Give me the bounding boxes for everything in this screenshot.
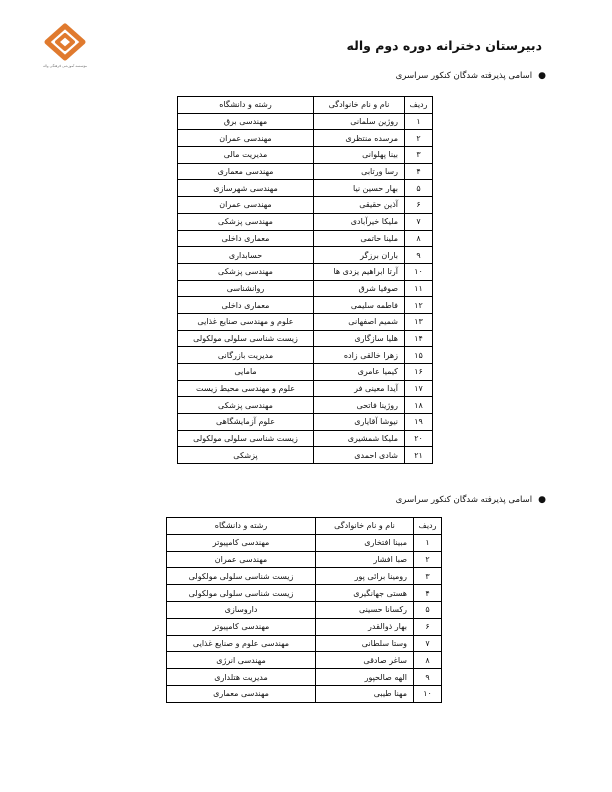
column-header-full-name: نام و نام خانوادگی	[314, 97, 405, 114]
row-number-cell: ۲	[414, 551, 442, 568]
field-university-cell: علوم آزمایشگاهی	[178, 414, 314, 431]
section-heading-text: اسامی پذیرفته شدگان کنکور سراسری	[395, 495, 533, 505]
row-number-cell: ۳	[405, 147, 433, 164]
student-name-cell: کیمیا عامری	[314, 364, 405, 381]
field-university-cell: روانشناسی	[178, 280, 314, 297]
section-heading-1	[396, 71, 546, 81]
row-number-cell: ۶	[405, 197, 433, 214]
student-name-cell: روژینا فاتحی	[314, 397, 405, 414]
student-name-cell: مهنا طیبی	[316, 685, 414, 702]
admitted-students-table-1	[177, 96, 433, 464]
field-university-cell: مامایی	[178, 364, 314, 381]
column-header-field-university: رشته و دانشگاه	[178, 97, 314, 114]
bullet-icon: ●	[538, 71, 546, 81]
student-name-cell: ملیکا شمشیری	[314, 430, 405, 447]
student-name-cell: بهار حسین نیا	[314, 180, 405, 197]
row-number-cell: ۶	[414, 618, 442, 635]
table-row	[178, 113, 433, 130]
field-university-cell: زیست شناسی سلولی مولکولی	[178, 430, 314, 447]
row-number-cell: ۱۵	[405, 347, 433, 364]
row-number-cell: ۱۳	[405, 313, 433, 330]
table-row	[167, 551, 442, 568]
student-name-cell: ملیکا خیرآبادی	[314, 213, 405, 230]
student-name-cell: رومینا برائی پور	[316, 568, 414, 585]
field-university-cell: علوم و مهندسی محیط زیست	[178, 380, 314, 397]
table-row	[167, 568, 442, 585]
field-university-cell: مهندسی علوم و صنایع غذایی	[167, 635, 316, 652]
row-number-cell: ۸	[414, 652, 442, 669]
student-name-cell: رکسانا حسینی	[316, 601, 414, 618]
field-university-cell: معماری داخلی	[178, 297, 314, 314]
field-university-cell: حسابداری	[178, 247, 314, 264]
field-university-cell: مدیریت مالی	[178, 147, 314, 164]
column-header-full-name: نام و نام خانوادگی	[316, 518, 414, 535]
organization-logo	[30, 22, 100, 68]
row-number-cell: ۲۰	[405, 430, 433, 447]
student-name-cell: ساغر صادقی	[316, 652, 414, 669]
table-row	[178, 163, 433, 180]
row-number-cell: ۱	[405, 113, 433, 130]
student-name-cell: هلیا سازگاری	[314, 330, 405, 347]
student-name-cell: الهه صالحپور	[316, 669, 414, 686]
student-name-cell: باران برزگر	[314, 247, 405, 264]
logo-mark-icon	[40, 22, 90, 62]
section-heading-text: اسامی پذیرفته شدگان کنکور سراسری	[395, 71, 533, 81]
student-name-cell: وستا سلطانی	[316, 635, 414, 652]
table-row	[178, 130, 433, 147]
student-name-cell: آیدا معینی فر	[314, 380, 405, 397]
table-row	[167, 635, 442, 652]
table-row	[167, 534, 442, 551]
table-row	[178, 247, 433, 264]
field-university-cell: مهندسی معماری	[167, 685, 316, 702]
table-row	[167, 652, 442, 669]
field-university-cell: مهندسی عمران	[167, 551, 316, 568]
field-university-cell: مدیریت بازرگانی	[178, 347, 314, 364]
table-row	[178, 180, 433, 197]
field-university-cell: مهندسی عمران	[178, 197, 314, 214]
field-university-cell: زیست شناسی سلولی مولکولی	[167, 585, 316, 602]
table-row	[178, 230, 433, 247]
field-university-cell: پزشکی	[178, 447, 314, 464]
student-name-cell: زهرا خالقی زاده	[314, 347, 405, 364]
student-name-cell: مرسده منتظری	[314, 130, 405, 147]
student-name-cell: نیوشا آقایاری	[314, 414, 405, 431]
row-number-cell: ۳	[414, 568, 442, 585]
field-university-cell: زیست شناسی سلولی مولکولی	[167, 568, 316, 585]
column-header-row-number: ردیف	[405, 97, 433, 114]
table-row	[178, 380, 433, 397]
table-row	[178, 397, 433, 414]
table-row	[178, 213, 433, 230]
row-number-cell: ۱۸	[405, 397, 433, 414]
table-row	[178, 447, 433, 464]
field-university-cell: مهندسی عمران	[178, 130, 314, 147]
column-header-field-university: رشته و دانشگاه	[167, 518, 316, 535]
student-name-cell: رسا ورتابی	[314, 163, 405, 180]
row-number-cell: ۱۰	[405, 263, 433, 280]
table-row	[178, 313, 433, 330]
row-number-cell: ۲۱	[405, 447, 433, 464]
table-row	[178, 430, 433, 447]
table-body	[178, 113, 433, 463]
table-row	[178, 147, 433, 164]
table-row	[178, 263, 433, 280]
field-university-cell: مهندسی شهرسازی	[178, 180, 314, 197]
row-number-cell: ۴	[405, 163, 433, 180]
student-name-cell: آذین حقیقی	[314, 197, 405, 214]
field-university-cell: مهندسی معماری	[178, 163, 314, 180]
row-number-cell: ۱۱	[405, 280, 433, 297]
row-number-cell: ۱۰	[414, 685, 442, 702]
row-number-cell: ۱	[414, 534, 442, 551]
table-row	[178, 330, 433, 347]
table-row	[178, 280, 433, 297]
student-name-cell: بهار ذوالقدر	[316, 618, 414, 635]
field-university-cell: مهندسی پزشکی	[178, 263, 314, 280]
field-university-cell: مهندسی انرژی	[167, 652, 316, 669]
row-number-cell: ۱۹	[405, 414, 433, 431]
field-university-cell: مهندسی پزشکی	[178, 213, 314, 230]
table-row	[167, 585, 442, 602]
field-university-cell: مهندسی برق	[178, 113, 314, 130]
row-number-cell: ۴	[414, 585, 442, 602]
page-title: دبیرستان دخترانه دوره دوم واله	[346, 38, 542, 53]
field-university-cell: مهندسی پزشکی	[178, 397, 314, 414]
row-number-cell: ۷	[414, 635, 442, 652]
table-header-row	[167, 518, 442, 535]
row-number-cell: ۱۶	[405, 364, 433, 381]
row-number-cell: ۸	[405, 230, 433, 247]
row-number-cell: ۱۲	[405, 297, 433, 314]
field-university-cell: مدیریت هتلداری	[167, 669, 316, 686]
row-number-cell: ۹	[405, 247, 433, 264]
field-university-cell: زیست شناسی سلولی مولکولی	[178, 330, 314, 347]
table-row	[167, 618, 442, 635]
bullet-icon: ●	[538, 495, 546, 505]
admitted-students-table-2	[166, 517, 442, 703]
row-number-cell: ۵	[405, 180, 433, 197]
student-name-cell: شادی احمدی	[314, 447, 405, 464]
student-name-cell: روژین سلمانی	[314, 113, 405, 130]
student-name-cell: صبا افشار	[316, 551, 414, 568]
row-number-cell: ۷	[405, 213, 433, 230]
student-name-cell: شمیم اصفهانی	[314, 313, 405, 330]
student-name-cell: فاطمه سلیمی	[314, 297, 405, 314]
column-header-row-number: ردیف	[414, 518, 442, 535]
table-row	[178, 364, 433, 381]
field-university-cell: مهندسی کامپیوتر	[167, 534, 316, 551]
logo-caption: مؤسسه آموزشی فرهنگی واله	[42, 64, 88, 68]
field-university-cell: معماری داخلی	[178, 230, 314, 247]
table-body	[167, 534, 442, 702]
table-row	[178, 197, 433, 214]
row-number-cell: ۵	[414, 601, 442, 618]
field-university-cell: مهندسی کامپیوتر	[167, 618, 316, 635]
row-number-cell: ۲	[405, 130, 433, 147]
student-name-cell: هستی جهانگیری	[316, 585, 414, 602]
field-university-cell: علوم و مهندسی صنایع غذایی	[178, 313, 314, 330]
table-row	[178, 347, 433, 364]
field-university-cell: داروسازی	[167, 601, 316, 618]
table-row	[178, 414, 433, 431]
student-name-cell: بینا پهلوانی	[314, 147, 405, 164]
row-number-cell: ۱۷	[405, 380, 433, 397]
table-row	[167, 601, 442, 618]
row-number-cell: ۹	[414, 669, 442, 686]
table-header-row	[178, 97, 433, 114]
student-name-cell: صوفیا شرق	[314, 280, 405, 297]
row-number-cell: ۱۴	[405, 330, 433, 347]
student-name-cell: آرتا ابراهیم یزدی ها	[314, 263, 405, 280]
section-heading-2	[396, 495, 546, 505]
table-row	[167, 685, 442, 702]
student-name-cell: ملینا حاتمی	[314, 230, 405, 247]
table-row	[178, 297, 433, 314]
student-name-cell: مبینا افتخاری	[316, 534, 414, 551]
table-row	[167, 669, 442, 686]
